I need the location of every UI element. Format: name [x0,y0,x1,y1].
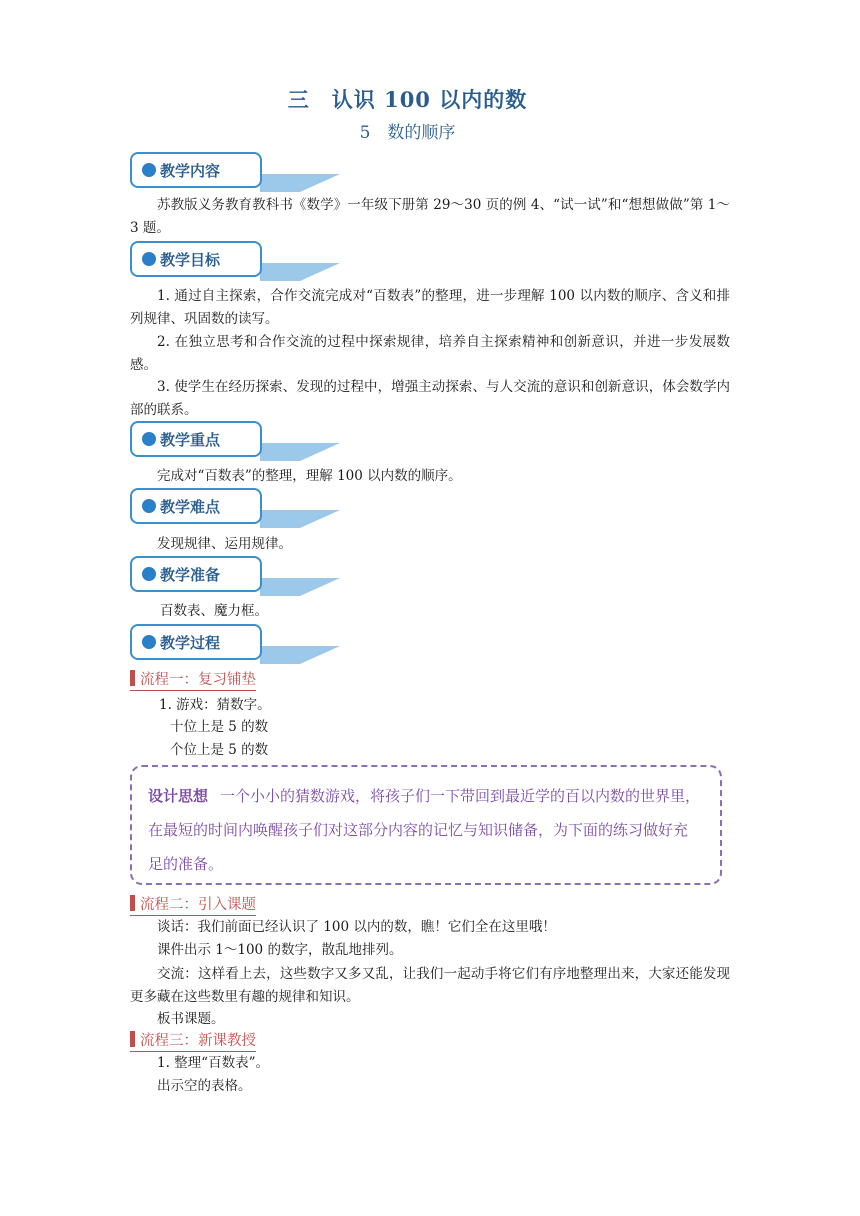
flow-heading-text: 流程一：复习铺垫 [140,672,256,688]
goal-item-2: 2. 在独立思考和合作交流的过程中探索规律，培养自主探索精神和创新意识，并进一步发展数感。 [130,334,730,373]
flow2-line-3: 交流：这样看上去，这些数字又多又乱，让我们一起动手将它们有序地整理出来，大家还能发现更多藏在这些数里有趣的规律和知识。 [130,966,730,1005]
section-tag-goals [130,241,300,281]
section-label: 教学内容 [160,161,221,180]
flow-heading-text: 流程二：引入课题 [140,897,256,913]
flow1-line-2: 十位上是 5 的数 [170,719,269,735]
content-text: 苏教版义务教育教科书《数学》一年级下册第 29～30 页的例 4、“试一试”和“想想做做”第 1～3 题。 [130,197,730,236]
tag-wedge [260,174,340,192]
page-title: 三 认识 100 以内的数 [287,87,528,112]
section-tag-process [130,624,300,664]
flow3-line-1: 1. 整理“百数表”。 [157,1055,269,1071]
section-label: 教学重点 [160,430,221,449]
tag-box [130,421,262,457]
design-thought-box [130,765,722,885]
flow-bar-icon [130,670,135,686]
design-label: 设计思想 [148,787,209,805]
section-tag-key [130,421,300,461]
tag-wedge [260,443,340,461]
flow-heading-2 [130,893,256,916]
tag-box [130,488,262,524]
bullet-dot-icon [142,252,156,266]
bullet-dot-icon [142,567,156,581]
goal-item-3: 3. 使学生在经历探索、发现的过程中，增强主动探索、与人交流的意识和创新意识，体会数学内部的联系。 [130,379,730,418]
section-label: 教学难点 [160,497,221,516]
design-text: 一个小小的猜数游戏，将孩子们一下带回到最近学的百以内数的世界里，在最短的时间内唤醒孩子们对这部分内容的记忆与知识储备，为下面的练习做好充足的准备。 [148,787,701,873]
tag-wedge [260,578,340,596]
tag-wedge [260,263,340,281]
flow2-line-4: 板书课题。 [157,1011,225,1027]
section-tag-difficulty [130,488,300,528]
flow1-line-3: 个位上是 5 的数 [170,742,269,758]
goal-item-1: 1. 通过自主探索，合作交流完成对“百数表”的整理，进一步理解 100 以内数的顺序、含义和排列规律、巩固数的读写。 [130,288,730,327]
difficulty-text: 发现规律、运用规律。 [157,536,292,552]
tag-box [130,624,262,660]
bullet-dot-icon [142,163,156,177]
page-subtitle: 5 数的顺序 [359,123,456,143]
flow2-line-1: 谈话：我们前面已经认识了 100 以内的数，瞧！它们全在这里哦！ [157,919,556,935]
flow-heading-1 [130,668,256,691]
flow-bar-icon [130,1031,135,1047]
flow1-line-1: 1. 游戏：猜数字。 [159,697,271,713]
tag-box [130,556,262,592]
tag-wedge [260,646,340,664]
bullet-dot-icon [142,499,156,513]
section-label: 教学准备 [160,565,221,584]
bullet-dot-icon [142,635,156,649]
flow2-line-2: 课件出示 1～100 的数字，散乱地排列。 [157,942,403,958]
key-text: 完成对“百数表”的整理，理解 100 以内数的顺序。 [157,468,462,484]
tag-box [130,241,262,277]
prep-text: 百数表、魔力框。 [160,603,268,619]
flow-heading-3 [130,1029,256,1052]
flow-heading-text: 流程三：新课教授 [140,1033,256,1049]
section-label: 教学过程 [160,633,221,652]
tag-wedge [260,510,340,528]
section-label: 教学目标 [160,250,221,269]
tag-box [130,152,262,188]
section-tag-prep [130,556,300,596]
section-tag-content [130,152,300,192]
flow3-line-2: 出示空的表格。 [157,1078,252,1094]
bullet-dot-icon [142,432,156,446]
flow-bar-icon [130,895,135,911]
